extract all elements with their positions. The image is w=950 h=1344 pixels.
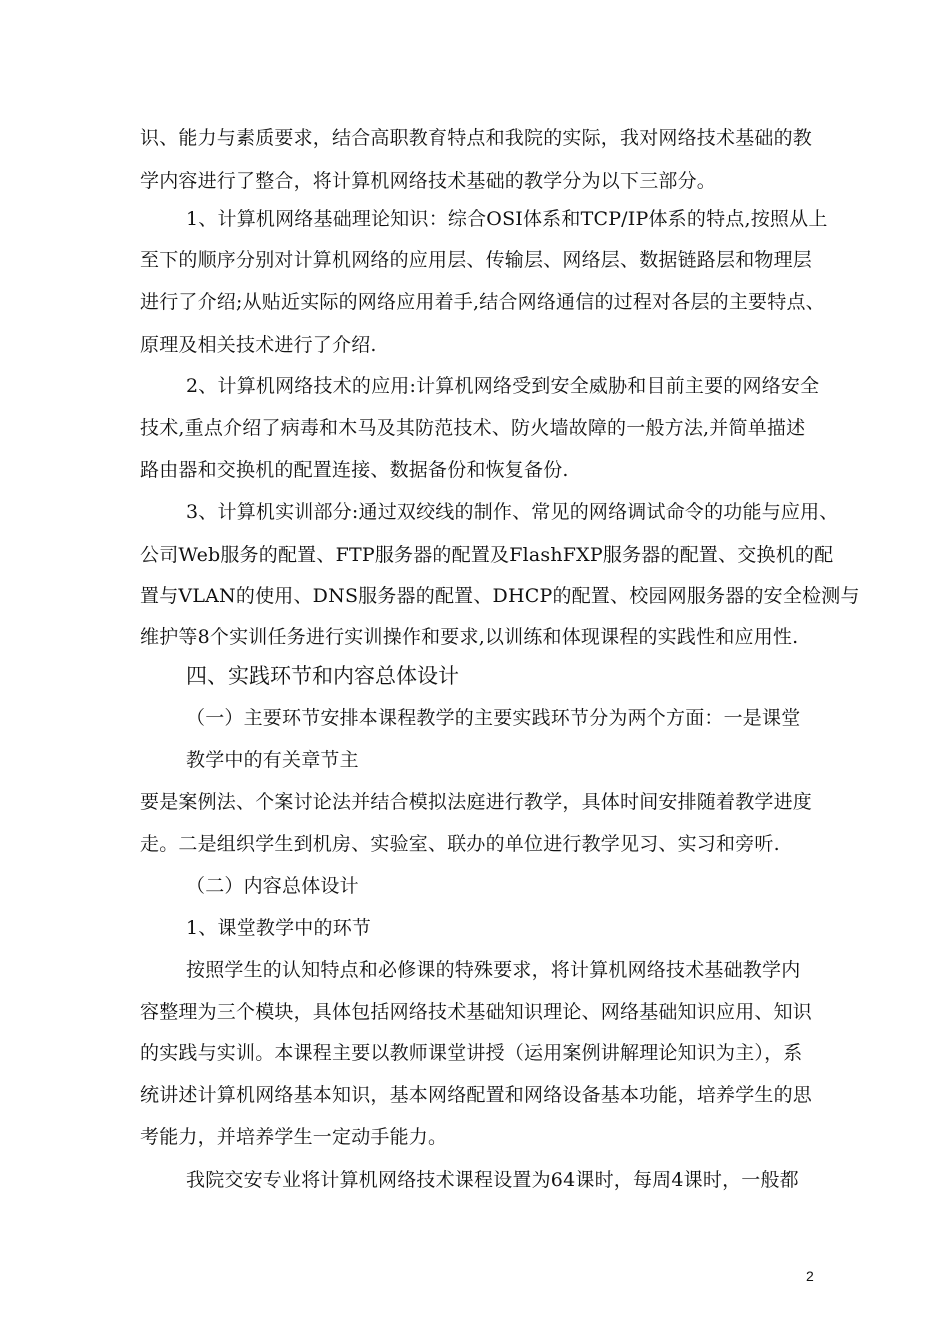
paragraph-line: 公司Web服务的配置、FTP服务器的配置及FlashFXP服务器的配置、交换机的配 <box>140 544 834 566</box>
paragraph-line: 我院交安专业将计算机网络技术课程设置为64课时，每周4课时，一般都 <box>186 1169 799 1191</box>
paragraph-line: 容整理为三个模块，具体包括网络技术基础知识理论、网络基础知识应用、知识 <box>140 1001 813 1023</box>
paragraph-line: 的实践与实训。本课程主要以教师课堂讲授（运用案例讲解理论知识为主），系 <box>140 1042 803 1064</box>
paragraph-line: 2、计算机网络技术的应用:计算机网络受到安全威胁和目前主要的网络安全 <box>186 375 820 397</box>
paragraph-line: 要是案例法、个案讨论法并结合模拟法庭进行教学，具体时间安排随着教学进度 <box>140 791 813 813</box>
paragraph-line: 路由器和交换机的配置连接、数据备份和恢复备份. <box>140 459 569 481</box>
paragraph-line: 至下的顺序分别对计算机网络的应用层、传输层、网络层、数据链路层和物理层 <box>140 249 813 271</box>
paragraph-line: 原理及相关技术进行了介绍. <box>140 334 377 356</box>
subsection-line: （一）主要环节安排本课程教学的主要实践环节分为两个方面：一是课堂 <box>186 707 801 729</box>
paragraph-line: 技术,重点介绍了病毒和木马及其防范技术、防火墙故障的一般方法,并简单描述 <box>140 417 806 439</box>
paragraph-line: 走。二是组织学生到机房、实验室、联办的单位进行教学见习、实习和旁听. <box>140 833 780 855</box>
paragraph-line: 进行了介绍;从贴近实际的网络应用着手,结合网络通信的过程对各层的主要特点、 <box>140 291 825 313</box>
item-title: 1、课堂教学中的环节 <box>186 917 372 939</box>
subsection-title: （二）内容总体设计 <box>186 875 359 897</box>
paragraph-line: 3、计算机实训部分:通过双绞线的制作、常见的网络调试命令的功能与应用、 <box>186 501 839 523</box>
paragraph-line: 学内容进行了整合，将计算机网络技术基础的教学分为以下三部分。 <box>140 170 717 192</box>
section-heading: 四、实践环节和内容总体设计 <box>186 664 459 688</box>
paragraph-line: 统讲述计算机网络基本知识，基本网络配置和网络设备基本功能，培养学生的思 <box>140 1084 813 1106</box>
paragraph-line: 置与VLAN的使用、DNS服务器的配置、DHCP的配置、校园网服务器的安全检测与 <box>140 585 860 607</box>
paragraph-line: 1、计算机网络基础理论知识：综合OSI体系和TCP/IP体系的特点,按照从上 <box>186 208 828 230</box>
paragraph-line: 按照学生的认知特点和必修课的特殊要求，将计算机网络技术基础教学内 <box>186 959 801 981</box>
subsection-line: 教学中的有关章节主 <box>186 749 359 771</box>
paragraph-line: 维护等8个实训任务进行实训操作和要求,以训练和体现课程的实践性和应用性. <box>140 626 799 648</box>
paragraph-line: 考能力，并培养学生一定动手能力。 <box>140 1126 448 1148</box>
paragraph-line: 识、能力与素质要求，结合高职教育特点和我院的实际，我对网络技术基础的教 <box>140 127 813 149</box>
page-number: 2 <box>806 1268 814 1284</box>
